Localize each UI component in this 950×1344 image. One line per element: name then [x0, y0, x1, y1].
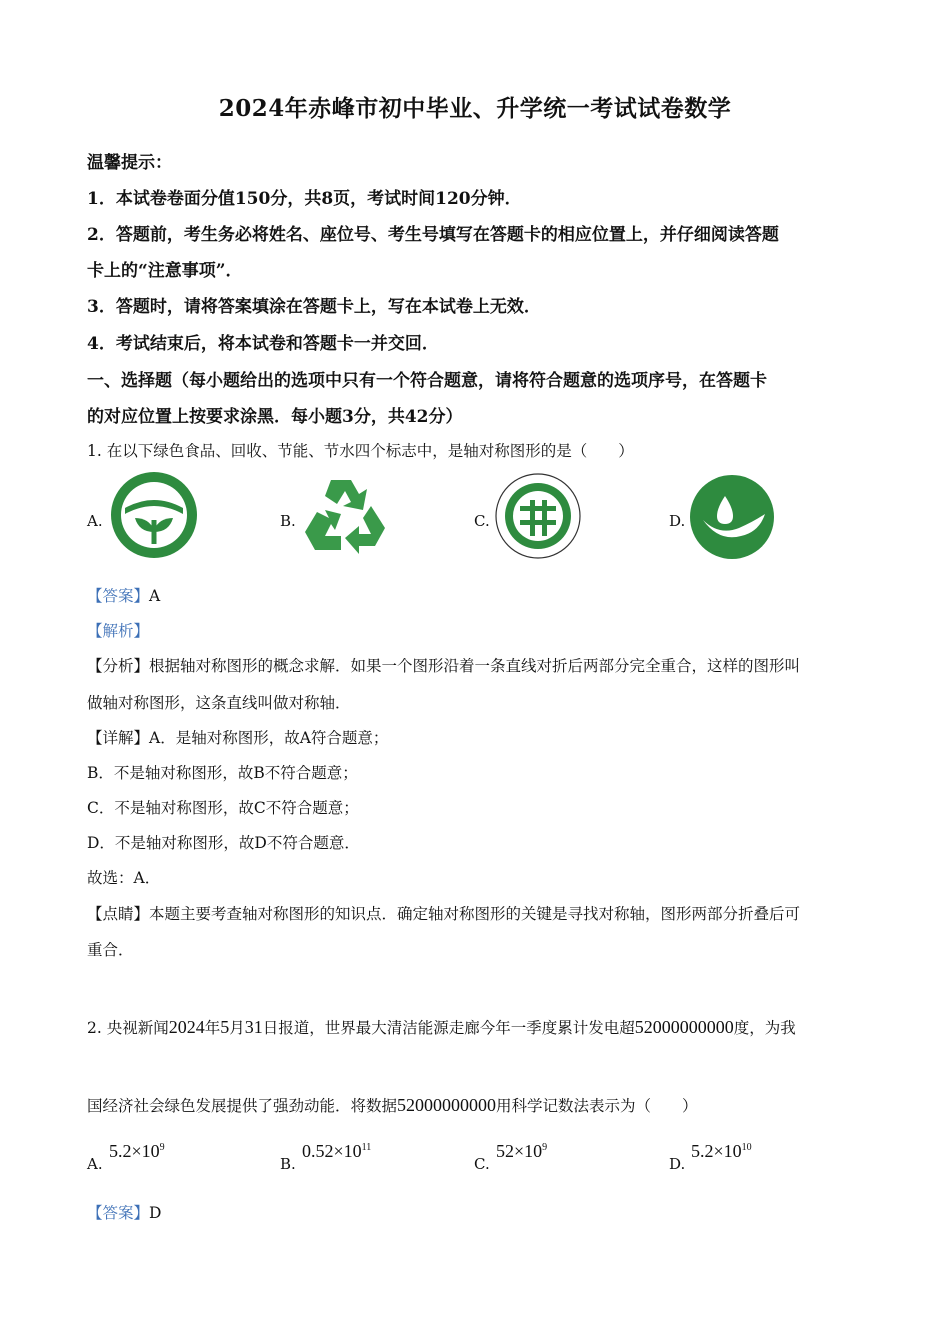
q2-option-c-expr [496, 1141, 547, 1162]
q2-month: 5 [220, 1017, 230, 1037]
q2-option-b-label: B. [280, 1155, 296, 1173]
q1-line-b: B．不是轴对称图形，故B不符合题意； [87, 764, 358, 782]
q1-answer [87, 584, 160, 606]
question-2-stem-line2 [87, 1094, 698, 1116]
q1-analysis-tag: 【解析】 [87, 622, 150, 640]
dianjing-text-1: 本题主要考查轴对称图形的知识点．确定轴对称图形的关键是寻找对称轴，图形两部分折叠后可 [149, 905, 801, 923]
tip-item-4: 4．考试结束后，将本试卷和答题卡一并交回． [87, 334, 439, 354]
q2-text-1: 2. 央视新闻 [87, 1019, 169, 1037]
recycle-logo-icon [301, 472, 389, 558]
answer-tag: 【答案】 [87, 1204, 150, 1222]
tip-item-2-cont: 卡上的“注意事项”． [87, 261, 243, 281]
q2-option-c-label: C. [474, 1155, 490, 1173]
q2-text-6: 国经济社会绿色发展提供了强劲动能．将数据 [87, 1097, 398, 1115]
q1-line-d: D．不是轴对称图形，故D不符合题意． [87, 834, 360, 852]
section-heading-line1: 一、选择题（每小题给出的选项中只有一个符合题意，请将符合题意的选项序号，在答题卡 [87, 371, 767, 391]
q2-answer [87, 1201, 161, 1223]
q1-dianjing-line1 [87, 902, 800, 924]
q1-answer-value: A [149, 587, 161, 605]
answer-tag: 【答案】 [87, 587, 150, 605]
q2-text-2: 年 [204, 1019, 221, 1037]
water-saving-logo-icon [689, 474, 775, 560]
q2-option-b-base: 0.52×10 [302, 1141, 362, 1161]
q1-option-c-label: C. [474, 512, 490, 530]
q2-text-7: 用科学记数法表示为（ ） [496, 1097, 698, 1115]
q2-option-d-exp: 10 [741, 1142, 752, 1153]
q2-number-1: 52000000000 [634, 1017, 734, 1037]
q1-option-b-label: B. [280, 512, 296, 530]
fenxi-text-1: 根据轴对称图形的概念求解．如果一个图形沿着一条直线对折后两部分完全重合，这样的图形叫 [149, 657, 801, 675]
q2-option-a-label: A. [87, 1155, 103, 1173]
tip-item-1: 1．本试卷卷面分值150分，共8页，考试时间120分钟． [87, 189, 522, 209]
tip-item-2: 2．答题前，考生务必将姓名、座位号、考生号填写在答题卡的相应位置上，并仔细阅读答题 [87, 225, 779, 245]
q2-option-a-exp: 9 [159, 1142, 165, 1153]
q1-xiangjie [87, 726, 388, 748]
q1-fenxi-line2: 做轴对称图形，这条直线叫做对称轴． [87, 694, 351, 712]
q2-text-3: 月 [229, 1019, 245, 1037]
tip-item-3: 3．答题时，请将答案填涂在答题卡上，写在本试卷上无效． [87, 297, 541, 317]
section-heading-line2: 的对应位置上按要求涂黑．每小题3分，共42分） [87, 407, 463, 427]
q2-option-a-base: 5.2×10 [109, 1141, 160, 1161]
fenxi-tag: 【分析】 [87, 657, 150, 675]
page-title: 2024年赤峰市初中毕业、升学统一考试试卷数学 [218, 95, 732, 122]
q2-option-a-expr [109, 1141, 165, 1162]
q2-number-2: 52000000000 [397, 1095, 497, 1115]
q2-option-b-exp: 11 [361, 1142, 372, 1153]
q2-option-b-expr [302, 1141, 371, 1162]
q2-option-d-expr [691, 1141, 752, 1162]
q2-option-c-exp: 9 [542, 1142, 548, 1153]
q2-answer-value: D [149, 1204, 162, 1222]
tips-heading: 温馨提示： [87, 153, 172, 173]
xiangjie-tag: 【详解】 [87, 729, 150, 747]
q1-fenxi-line1 [87, 654, 800, 676]
q2-text-4: 日报道，世界最大清洁能源走廊今年一季度累计发电超 [262, 1019, 635, 1037]
green-food-logo-icon [109, 470, 199, 560]
q2-option-d-base: 5.2×10 [691, 1141, 742, 1161]
q1-dianjing-line2: 重合． [87, 941, 134, 959]
q1-option-a-label: A. [87, 512, 103, 530]
energy-saving-logo-icon [494, 472, 582, 560]
question-2-stem-line1 [87, 1016, 796, 1038]
q1-choose: 故选：A． [87, 869, 161, 887]
q2-option-d-label: D. [669, 1155, 686, 1173]
dianjing-tag: 【点睛】 [87, 905, 150, 923]
q2-text-5: 度，为我 [733, 1019, 796, 1037]
q1-option-d-label: D. [669, 512, 686, 530]
q2-day: 31 [244, 1017, 263, 1037]
question-1-stem: 1. 在以下绿色食品、回收、节能、节水四个标志中，是轴对称图形的是（ ） [87, 442, 634, 460]
q2-option-c-base: 52×10 [496, 1141, 543, 1161]
q1-line-c: C．不是轴对称图形，故C不符合题意； [87, 799, 359, 817]
q2-year: 2024 [168, 1017, 205, 1037]
xiangjie-a: A．是轴对称图形，故A符合题意； [149, 729, 389, 747]
